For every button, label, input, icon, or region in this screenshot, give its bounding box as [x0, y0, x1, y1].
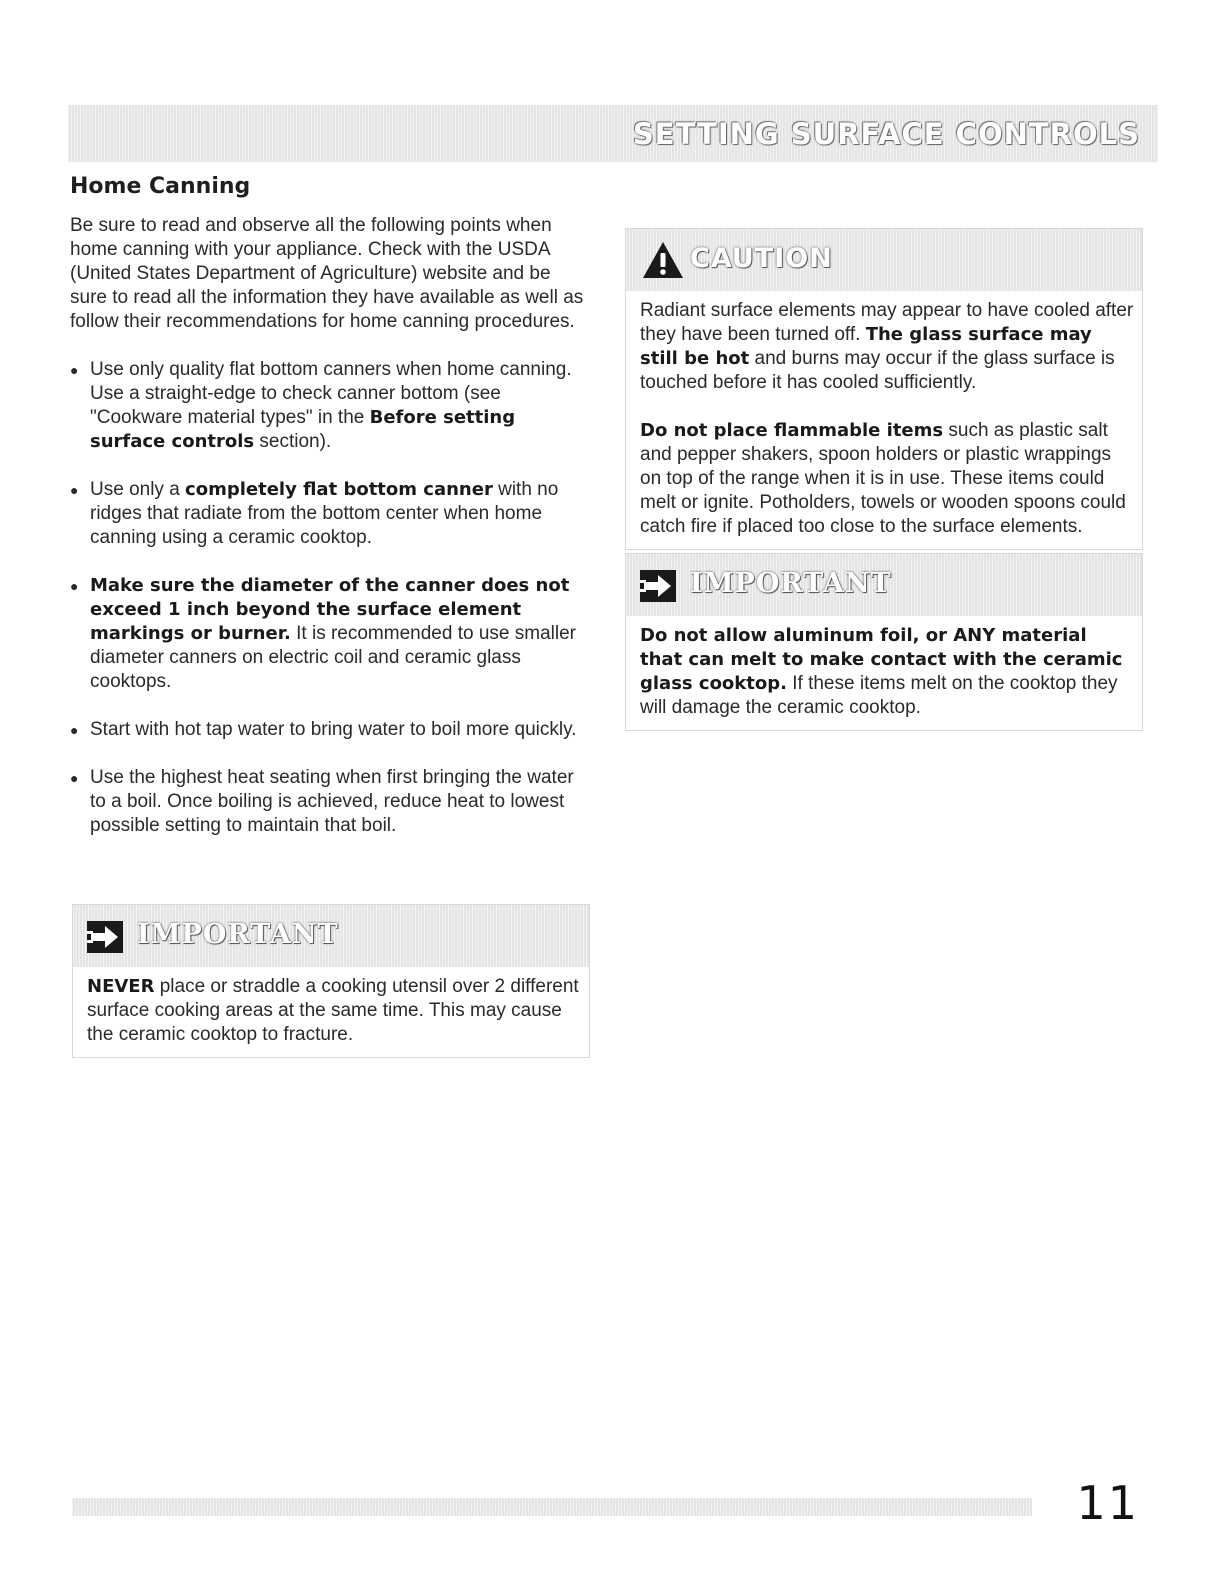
important-title: IMPORTANT [137, 919, 339, 950]
arrow-right-icon [640, 570, 676, 602]
intro-paragraph: Be sure to read and observe all the following points when home canning with your appliance. Check with the USDA (United States Department of Agriculture) website and be sure to read all the information they have available as well as follow their recommendations for home canning procedures. [70, 215, 584, 332]
important-box-body: NEVER place or straddle a cooking utensil over 2 different surface cooking areas at the same time. This may cause the ceramic cooktop to fracture. [87, 976, 579, 1045]
caution-paragraph: Do not place flammable items such as plastic salt and pepper shakers, spoon holders or plastic wrappings on top of the range when it is in use. These items could melt or ignite. Potholders, towels or wooden spoons could catch fire if placed too close to the surface elements. [640, 420, 1126, 537]
footer-band [72, 1498, 1032, 1516]
caution-box-header [626, 229, 1142, 291]
section-heading: Home Canning [70, 174, 251, 199]
important-box-right [625, 553, 1143, 731]
page-number: 11 [1076, 1476, 1139, 1530]
important-box-header [73, 905, 589, 967]
list-item: ● Start with hot tap water to bring water to boil more quickly. [70, 718, 590, 742]
warning-icon [642, 241, 684, 279]
arrow-right-icon [87, 921, 123, 953]
page-header-title: SETTING SURFACE CONTROLS [632, 117, 1140, 151]
important-box-left [72, 904, 590, 1058]
caution-box-body [626, 291, 1142, 549]
caution-paragraph: Radiant surface elements may appear to have cooled after they have been turned off. The glass surface may still be hot and burns may occur if the glass surface is touched before it has cooled sufficiently. [640, 300, 1134, 393]
important-box-header [626, 554, 1142, 616]
list-item: ● Use the highest heat seating when first bringing the water to a boil. Once boiling is achieved, reduce heat to lowest possible setting to maintain that boil. [70, 766, 590, 838]
caution-box [625, 228, 1143, 550]
list-item: ● Use only quality flat bottom canners when home canning. Use a straight-edge to check canner bottom (see "Cookware material types" in the Before setting surface controls section). [70, 358, 590, 454]
home-canning-section [70, 214, 590, 862]
important-box-body: Do not allow aluminum foil, or ANY material that can melt to make contact with the ceramic glass cooktop. If these items melt on the cooktop they will damage the ceramic cooktop. [640, 625, 1123, 718]
header-band [68, 105, 1158, 162]
important-title: IMPORTANT [690, 568, 892, 599]
caution-title: CAUTION [690, 243, 833, 274]
list-item: ● Make sure the diameter of the canner does not exceed 1 inch beyond the surface element markings or burner. It is recommended to use smaller diameter canners on electric coil and ceramic glass cooktops. [70, 574, 590, 694]
list-item: ● Use only a completely flat bottom canner with no ridges that radiate from the bottom center when home canning using a ceramic cooktop. [70, 478, 590, 550]
